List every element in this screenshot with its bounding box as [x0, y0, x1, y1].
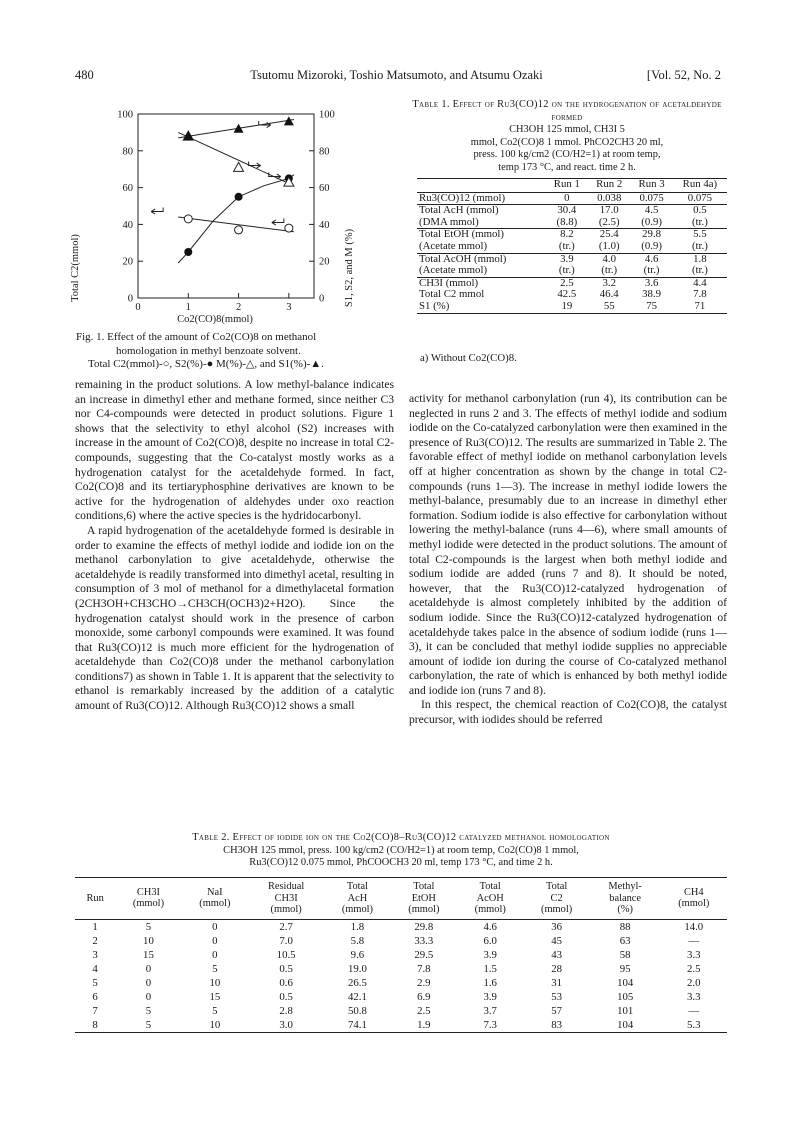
table-1-cell: 3.2	[588, 277, 630, 289]
table-2-cell: 83	[523, 1018, 589, 1033]
table-2-cell: 104	[590, 1018, 661, 1033]
table-2-conditions-1: CH3OH 125 mmol, press. 100 kg/cm2 (CO/H2=1) at room temp, Co2(CO)8 1 mmol,	[223, 844, 579, 856]
table-2-cell: 7.8	[417, 962, 431, 975]
table-2-column-header	[661, 878, 727, 920]
table-2-header-line: Methyl-	[608, 881, 642, 892]
table-2-column-header	[590, 878, 661, 920]
figure-1-chart	[60, 100, 380, 332]
table-2-header-line: (mmol)	[474, 904, 506, 915]
table-2-header-line: CH3I	[274, 892, 298, 904]
table-1-cell: (2.5)	[598, 215, 620, 228]
volume-info: [Vol. 52, No. 2	[646, 68, 721, 82]
table-2-cell: 31	[551, 976, 562, 989]
caption-line-3: Total C2(mmol)-○, S2(%)-● M(%)-△, and S1(%)-▲.	[88, 358, 324, 370]
data-point-filled-circle	[184, 248, 192, 256]
table-2-cell: 50.8	[347, 1004, 367, 1017]
table-1-cell: (tr.)	[643, 264, 660, 277]
table-2-header-line: Run	[86, 892, 104, 904]
table-1-cell: 2.5	[546, 277, 588, 289]
table-1-row-label: Total C2 mmol	[419, 288, 485, 301]
caption-line-2: homologation in methyl benzoate solvent.	[116, 344, 301, 357]
table-2-cell: 10	[182, 1018, 248, 1033]
table-2-cell: 9.6	[350, 948, 365, 961]
table-2-cell: 1.5	[483, 962, 497, 975]
table-2-cell: 43	[551, 948, 562, 961]
y-tick-label-left: 40	[122, 219, 133, 231]
table-1-cell: (tr.)	[601, 264, 618, 277]
left-paragraph-2: A rapid hydrogenation of the acetaldehyde formed is desirable in order to examine the effects of methyl iodide and iodide ion on the methanol carbonylation to give acetaldehyde, otherwise the acetaldehyde is readily transformed into dimethyl acetal, resulting in consumption of 3 mol of methanol for a dimethylacetal formation (2CH3OH+CH3CHO→CH3CH(OCH3)2+H2O). Since the hydrogenation catalyst should work in the presence of carbon monoxide, some carbonyl compounds were examined. It was found that Ru3(CO)12 is much more efficient for the hydrogenation of acetaldehyde than Co2(CO)8 under the methanol carbonylation conditions7) as shown in Table 1. It is apparent that the selectivity to ethanol is remarkably increased by the addition of a catalytic amount of Ru3(CO)12. Although Ru3(CO)12 shows a small	[75, 523, 394, 713]
table-2-cell: 1.9	[391, 1018, 457, 1033]
table-2-cell: 7	[92, 1004, 98, 1017]
table-1-row-label: (Acetate mmol)	[419, 264, 488, 277]
table-1-cell: 30.4	[546, 205, 588, 217]
table-1-conditions-3: press. 100 kg/cm2 (CO/H2=1) at room temp,	[473, 149, 661, 161]
table-2-cell: 5.3	[661, 1018, 727, 1033]
table-2-cell: 3.0	[248, 1018, 324, 1033]
table-1-corner-cell	[417, 179, 546, 193]
table-1-caption	[408, 99, 726, 175]
table-2-row	[75, 948, 727, 962]
table-1-conditions-4: temp 173 °C, and react. time 2 h.	[498, 161, 636, 173]
table-2-column-header	[324, 878, 390, 920]
table-2-cell: —	[688, 1004, 700, 1017]
table-2-header-line: (%)	[617, 904, 633, 915]
table-2-cell: 88	[619, 920, 631, 933]
table-2-header-line: balance	[609, 892, 642, 904]
table-2-header-line: (mmol)	[132, 898, 165, 910]
table-2-cell: 10.5	[276, 948, 296, 961]
table-2-cell: 57	[551, 1004, 562, 1017]
table-2-header-line: EtOH	[411, 892, 436, 904]
table-2-cell: 2	[92, 934, 98, 947]
table-2-column-header	[457, 878, 523, 920]
table-2-column-header	[523, 878, 589, 920]
left-paragraph-1: remaining in the product solutions. A low methyl-balance indicates an increase in dimethyl ether and methane formed, since neither C3 nor C4-compounds were detected in product solutions. Figure 1 shows that the selectivity to ethyl alcohol (S2) increases with increase in the amount of Co2(CO)8, despite no increase in total C2-compounds, suggesting that the Co-catalyst mostly works as a hydrogenation catalyst for the acetaldehyde formed. In fact, Co2(CO)8 and its tertiaryphosphine derivatives are known to be active for the hydrogenation of aldehydes under oxo reaction conditions,6) where the active species is the hydridocarbonyl.	[75, 378, 394, 523]
table-2-cell: 3.9	[483, 948, 497, 961]
table-1-cell: 38.9	[642, 288, 662, 301]
table-2-header-line: Total	[546, 881, 568, 892]
table-1-row	[417, 192, 727, 205]
table-1-column-header: Run 4a)	[673, 179, 727, 193]
table-1-cell: (1.0)	[598, 239, 620, 252]
data-point-open-circle	[235, 226, 243, 234]
table-2-cell: 95	[619, 962, 631, 975]
table-2-row	[75, 962, 727, 976]
table-2-cell: 14.0	[684, 920, 704, 933]
table-2-column-header	[248, 878, 324, 920]
table-2-cell: 2.5	[417, 1004, 431, 1017]
table-2-header-row	[75, 878, 727, 920]
table-1-cell: 29.8	[630, 229, 672, 241]
table-2-cell: 1	[92, 920, 98, 933]
table-1-row-label: Total AcOH (mmol)	[417, 253, 546, 265]
table-1-cell: (tr.)	[691, 239, 708, 252]
table-2-column-header	[391, 878, 457, 920]
table-1-column-header: Run 1	[546, 179, 588, 193]
table-2-cell: 3	[92, 948, 98, 961]
table-2-header-line: C2	[550, 892, 563, 904]
table-2-cell: 74.1	[324, 1018, 390, 1033]
table-2-header-line: Total	[479, 881, 501, 892]
table-2-header-line: (mmol)	[270, 904, 302, 915]
table-2-cell: 15	[143, 948, 154, 961]
table-1-row-label: CH3I (mmol)	[417, 277, 546, 289]
table-1-cell: (tr.)	[558, 239, 575, 252]
table-2-cell: 0.5	[279, 962, 293, 975]
y-tick-label-right: 60	[319, 183, 330, 195]
page-number: 480	[75, 68, 94, 82]
plot-frame	[138, 114, 314, 298]
table-2-row	[75, 976, 727, 990]
y-axis-label-left: Total C2(mmol)	[70, 234, 81, 302]
table-2-row	[75, 934, 727, 948]
table-2-cell: 29.5	[414, 948, 434, 961]
table-1-cell: 25.4	[588, 229, 630, 241]
table-2-cell: 3.3	[687, 990, 701, 1003]
table-2-column-header	[182, 878, 248, 920]
table-2-header-line: (mmol)	[541, 904, 573, 915]
table-2-row	[75, 919, 727, 934]
y-tick-label-left: 60	[122, 183, 133, 195]
table-2-cell: 5	[92, 976, 98, 989]
x-tick-label: 0	[135, 302, 141, 313]
table-2-cell: 3.9	[483, 990, 497, 1003]
table-2-title: Table 2. Effect of iodide ion on the Co2(CO)8–Ru3(CO)12 catalyzed methanol homologation	[192, 832, 610, 843]
table-1-cell: 4.5	[630, 205, 672, 217]
table-2-cell: 33.3	[414, 934, 434, 947]
table-2-cell: 0	[212, 948, 218, 961]
table-2-cell: 1.8	[350, 920, 365, 933]
table-2-cell: 3.3	[687, 948, 701, 961]
table-2-cell: 4	[92, 962, 98, 975]
table-2-cell: 42.1	[347, 990, 367, 1003]
right-column-text	[409, 392, 727, 728]
table-2-cell: 101	[617, 1004, 634, 1017]
table-2-header-line: Residual	[267, 881, 305, 892]
table-1-cell: 17.0	[588, 205, 630, 217]
table-1-footnote: a) Without Co2(CO)8.	[420, 352, 517, 364]
y-axis-label-right: S1, S2, and M (%)	[344, 228, 355, 308]
left-column-text	[75, 378, 394, 714]
table-1-cell: 3.9	[546, 253, 588, 265]
table-1-cell: 46.4	[599, 288, 619, 301]
table-2-header-line: (mmol)	[408, 904, 440, 915]
table-2-cell: 1.6	[483, 976, 497, 989]
table-2-cell: 2.5	[687, 962, 701, 975]
table-2-cell: 53	[551, 990, 562, 1003]
table-2-cell: 3.7	[483, 1004, 497, 1017]
table-1-title: Table 1. Effect of Ru3(CO)12 on the hydrogenation of acetaldehyde formed	[412, 99, 722, 123]
table-1-cell: 1.8	[673, 253, 727, 265]
table-1-cell: 0	[564, 191, 570, 204]
table-2-cell: 15	[209, 990, 221, 1003]
table-2-cell: 0.5	[279, 990, 293, 1003]
table-2-header-line: AcH	[347, 892, 368, 904]
y-tick-label-right: 80	[319, 146, 330, 158]
table-2-header-line: CH3I	[136, 886, 160, 898]
table-1-column-header: Run 3	[630, 179, 672, 193]
table-2-cell: 2.7	[279, 920, 293, 933]
data-point-open-circle	[184, 215, 192, 223]
table-1-cell: 71	[673, 301, 727, 313]
table-2	[75, 877, 727, 1033]
table-2-cell: 5	[115, 1018, 181, 1033]
y-tick-label-right: 20	[319, 256, 330, 268]
table-1-cell: 19	[546, 301, 588, 313]
table-1-cell: 0.5	[673, 205, 727, 217]
table-2-header-line: Total	[346, 881, 369, 892]
table-2-cell: 0	[145, 962, 152, 975]
table-1-row-label: Total EtOH (mmol)	[417, 229, 546, 241]
table-2-header-line: NaI	[207, 886, 223, 898]
table-1-cell: 55	[588, 301, 630, 313]
table-1-cell: 0.075	[639, 191, 664, 204]
table-1-cell: 0.075	[687, 191, 713, 204]
y-tick-label-left: 0	[127, 293, 133, 305]
table-1-cell: 8.2	[546, 229, 588, 241]
x-axis-label: Co2(CO)8(mmol)	[177, 314, 253, 325]
table-2-cell: 7.3	[457, 1018, 523, 1033]
table-2-cell: 10	[209, 976, 221, 989]
table-1-row	[417, 217, 727, 229]
table-2-cell: 45	[551, 934, 562, 947]
table-2-cell: 7.0	[279, 934, 293, 947]
y-tick-label-right: 40	[319, 219, 330, 231]
data-point-open-triangle	[234, 162, 244, 171]
table-2-cell: 0	[145, 976, 152, 989]
table-2-cell: 8	[75, 1018, 115, 1033]
table-2-cell: 5	[145, 920, 152, 933]
table-1-cell: 4.4	[673, 277, 727, 289]
table-2-caption	[75, 832, 727, 870]
table-2-conditions-2: Ru3(CO)12 0.075 mmol, PhCOOCH3 20 ml, temp 173 °C, and time 2 h.	[249, 857, 553, 869]
table-2-cell: 2.9	[417, 976, 431, 989]
table-1-row-label: Ru3(CO)12 (mmol)	[419, 191, 506, 204]
table-1-cell: 4.6	[630, 253, 672, 265]
table-1-row	[417, 265, 727, 277]
table-1-row	[417, 241, 727, 253]
table-1-column-header: Run 2	[588, 179, 630, 193]
data-point-open-circle	[285, 224, 293, 232]
series-line	[178, 132, 294, 185]
table-2-cell: 26.5	[347, 976, 367, 989]
table-2-header-line: CH4	[683, 886, 704, 898]
table-2-cell: 5	[212, 962, 218, 975]
right-paragraph-2: In this respect, the chemical reaction of Co2(CO)8, the catalyst precursor, with iodides should be referred	[409, 698, 727, 727]
table-2-cell: —	[688, 934, 700, 947]
table-2-cell: 0	[145, 990, 152, 1003]
table-2-cell: 104	[617, 976, 634, 989]
table-1-cell: (8.8)	[556, 215, 578, 228]
table-2-cell: 0.6	[279, 976, 293, 989]
table-1-row-label: (DMA mmol)	[419, 215, 479, 228]
figure-1-caption	[76, 331, 416, 372]
y-tick-label-left: 100	[117, 109, 133, 121]
table-1-conditions-2: mmol, Co2(CO)8 1 mmol. PhCO2CH3 20 ml,	[470, 136, 664, 148]
table-1-conditions-1: CH3OH 125 mmol, CH3I 5	[509, 124, 625, 136]
data-point-filled-circle	[235, 193, 243, 201]
y-tick-label-left: 80	[122, 146, 133, 158]
table-2-header-line: Total	[413, 881, 435, 892]
table-1-row	[417, 205, 727, 217]
table-1-row-label: S1 (%)	[417, 301, 546, 313]
table-1-header-row	[417, 179, 727, 193]
table-1-row	[417, 301, 727, 313]
table-2-cell: 2.0	[687, 976, 701, 989]
caption-line-1: Fig. 1. Effect of the amount of Co2(CO)8 on methanol	[76, 331, 317, 343]
x-tick-label: 3	[286, 302, 292, 313]
table-1-cell: (tr.)	[558, 264, 575, 277]
table-2-row	[75, 990, 727, 1004]
table-2-cell: 0	[212, 920, 218, 933]
table-2-cell: 105	[617, 990, 634, 1003]
table-2-cell: 5	[145, 1004, 152, 1017]
table-2-column-header	[115, 878, 181, 920]
table-1-cell: 75	[630, 301, 672, 313]
table-1	[417, 178, 727, 314]
table-1-cell: 4.0	[588, 253, 630, 265]
table-2-cell: 2.8	[279, 1004, 293, 1017]
y-tick-label-left: 20	[122, 256, 133, 268]
table-1-cell: (tr.)	[691, 264, 708, 277]
table-2-column-header	[75, 878, 115, 920]
table-1-cell: 0.038	[597, 191, 622, 204]
table-1-cell: (tr.)	[691, 215, 708, 228]
table-1-cell: (0.9)	[641, 239, 662, 252]
table-1-cell: 42.5	[557, 288, 577, 301]
table-1-cell: (0.9)	[641, 215, 662, 228]
table-2-row	[75, 1004, 727, 1018]
table-2-header-line: AcOH	[476, 892, 504, 904]
y-tick-label-right: 100	[319, 109, 335, 121]
table-1-cell: 5.5	[673, 229, 727, 241]
table-2-header-line: (mmol)	[341, 904, 374, 915]
table-2-cell: 19.0	[347, 962, 367, 975]
table-1-row	[417, 289, 727, 301]
x-tick-label: 2	[235, 302, 242, 313]
x-tick-label: 1	[185, 302, 191, 313]
table-1-cell: 3.6	[630, 277, 672, 289]
table-2-cell: 28	[551, 962, 562, 975]
table-2-cell: 10	[143, 934, 154, 947]
y-tick-label-right: 0	[319, 293, 325, 305]
table-2-row	[75, 1018, 727, 1033]
table-2-cell: 0	[212, 934, 218, 947]
running-header-authors: Tsutomu Mizoroki, Toshio Matsumoto, and Atsumu Ozaki	[250, 68, 543, 82]
table-1-row-label: Total AcH (mmol)	[417, 205, 546, 217]
table-2-cell: 36	[551, 920, 562, 933]
table-2-cell: 4.6	[483, 920, 497, 933]
table-2-header-line: (mmol)	[199, 898, 231, 910]
table-1-cell: 7.8	[693, 288, 707, 301]
table-2-cell: 58	[619, 948, 631, 961]
table-2-cell: 29.8	[414, 920, 434, 933]
table-2-cell: 6.0	[483, 934, 497, 947]
table-2-cell: 5	[212, 1004, 218, 1017]
table-1-row-label: (Acetate mmol)	[419, 239, 488, 252]
table-2-cell: 63	[619, 934, 631, 947]
right-paragraph-1: activity for methanol carbonylation (run 4), its contribution can be neglected in runs 2 and 3. The effects of methyl iodide and sodium iodide on the Co-catalyzed carbonylation were then examined in the presence of Ru3(CO)12. The results are summarized in Table 2. The favorable effect of methyl iodide on methanol carbonylation levels off at higher concentration as shown by the change in total C2-compounds (runs 1—3). The increase in methyl iodide lowers the methyl-balance, presumably due to an increase in dimethyl ether formation. Sodium iodide is also effective for carbonylation without lowering the methyl-balance (runs 4—6), where small amounts of methyl iodide were detected in the product solutions. The amount of total C2-compounds is the largest when both methyl iodide and sodium iodide are added (runs 7 and 8). It should be noted, however, that the Ru3(CO)12-catalyzed hydrogenation of acetaldehyde is almost completely inhibited by the addition of sodium iodide. Since the Ru3(CO)12-catalyzed hydrogenation of acetaldehyde takes palce in the absence of sodium iodide (runs 1—3), it can be concluded that methyl iodide supplies no appreciable amount of iodide ion during the course of Co-catalyzed methanol carbonylation, the rate of which is enhanced by both methyl iodide and iodide ion (runs 7 and 8).	[409, 392, 727, 697]
table-2-header-line: (mmol)	[678, 898, 710, 910]
table-2-cell: 5.8	[350, 934, 365, 947]
table-2-cell: 6.9	[417, 990, 431, 1003]
table-2-cell: 6	[92, 990, 98, 1003]
